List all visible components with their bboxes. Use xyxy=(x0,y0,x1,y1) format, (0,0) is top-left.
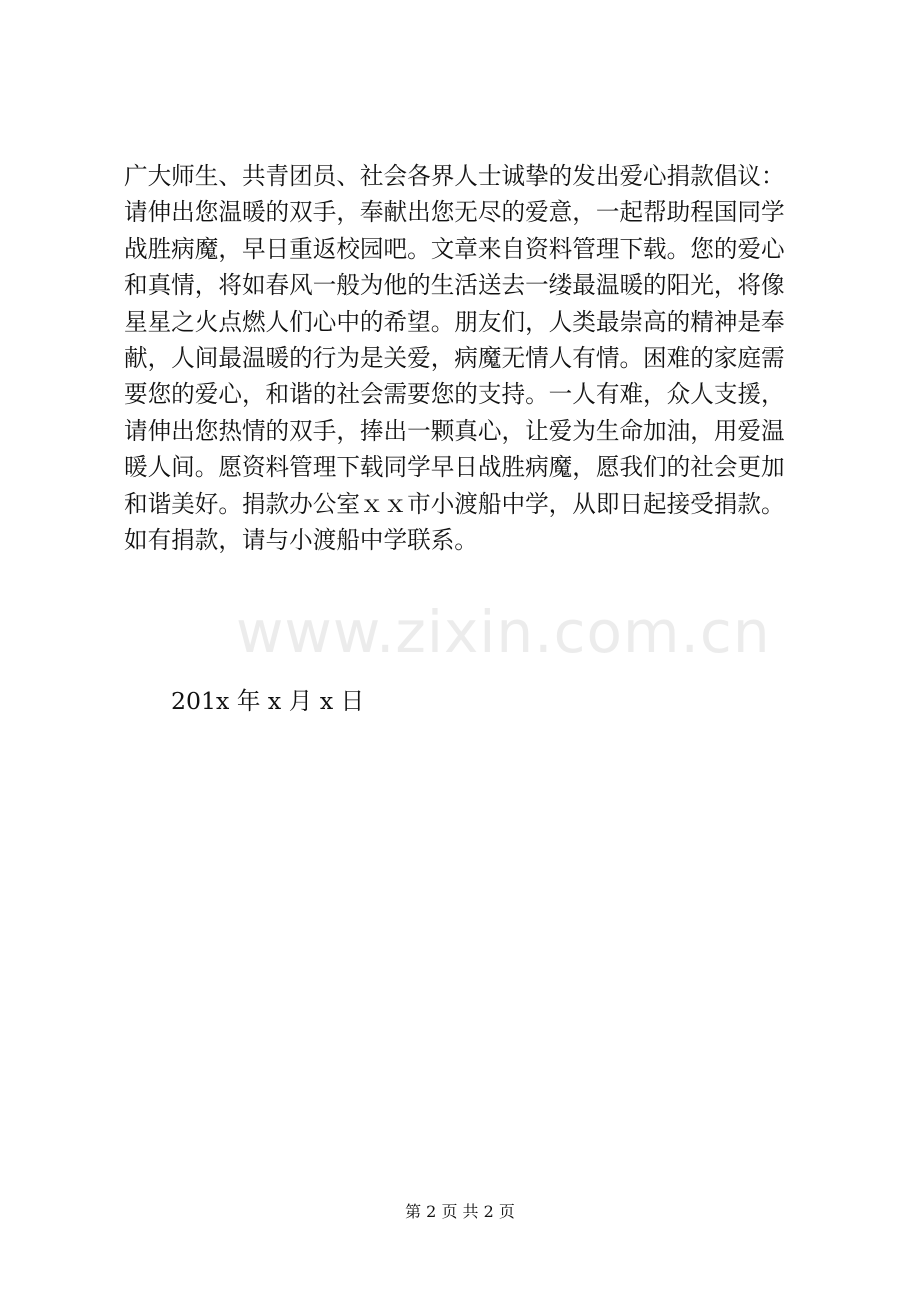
text-line-5: 星星之火点燃人们心中的希望。朋友们，人类最崇高的精神是奉 xyxy=(124,307,785,336)
watermark: www.zixin.com.cn xyxy=(236,598,771,666)
body-text xyxy=(124,158,824,558)
text-line-7: 要您的爱心，和谐的社会需要您的支持。一人有难，众人支援， xyxy=(124,380,785,409)
text-line-11: 如有捐款，请与小渡船中学联系。 xyxy=(124,525,478,554)
document-date: 201x 年 x 月 x 日 xyxy=(171,687,365,715)
text-line-1: 广大师生、共青团员、社会各界人士诚挚的发出爱心捐款倡议： xyxy=(124,162,785,190)
text-line-10: 和谐美好。捐款办公室ｘｘ市小渡船中学，从即日起接受捐款。 xyxy=(124,489,785,518)
text-line-8: 请伸出您热情的双手，捧出一颗真心，让爱为生命加油，用爱温 xyxy=(124,416,785,445)
text-line-6: 献，人间最温暖的行为是关爱，病魔无情人有情。困难的家庭需 xyxy=(124,343,785,372)
text-line-3: 战胜病魔，早日重返校园吧。文章来自资料管理下载。您的爱心 xyxy=(124,234,785,263)
text-line-9: 暖人间。愿资料管理下载同学早日战胜病魔，愿我们的社会更加 xyxy=(124,453,785,482)
text-line-4: 和真情，将如春风一般为他的生活送去一缕最温暖的阳光，将像 xyxy=(124,271,785,300)
text-line-2: 请伸出您温暖的双手，奉献出您无尽的爱意，一起帮助程国同学 xyxy=(124,198,785,227)
page-footer: 第 2 页 共 2 页 xyxy=(405,1202,515,1221)
